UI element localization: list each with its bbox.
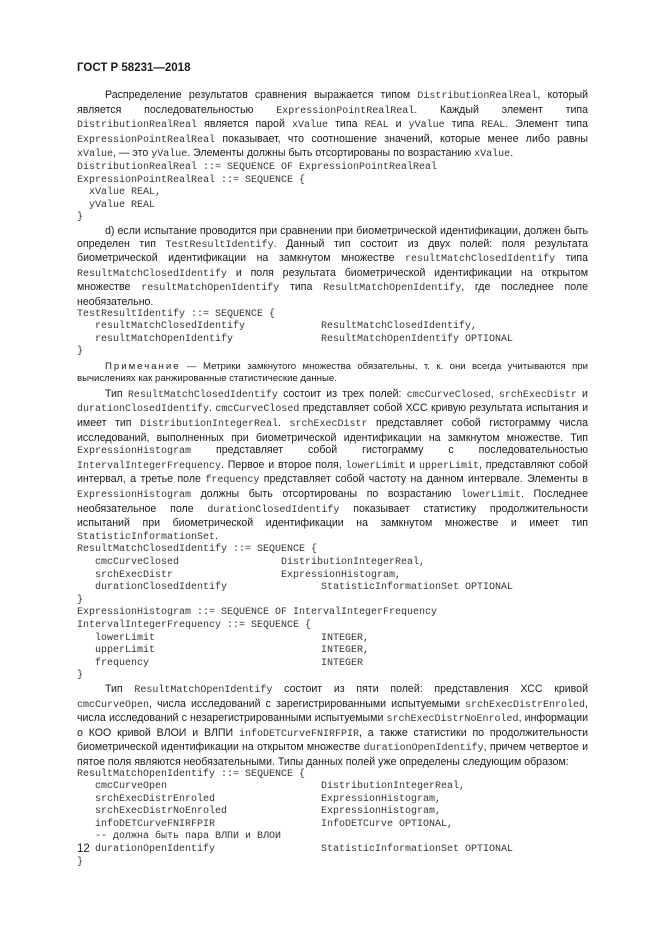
- note-text: — Метрики замкнутого множества обязательны, т. к. они всегда учитываются при вычислениях как ранжированные статистические данные.: [77, 360, 588, 384]
- note: [77, 361, 588, 385]
- paragraph-distribution: Распределение результатов сравнения выражается типом DistributionRealReal, который является последовательностью ExpressionPointRealReal. Каждый элемент типа DistributionRealReal является парой xValue типа REAL и yValue типа REAL. Элемент типа ExpressionPointRealReal показывает, что соотношение значений, которые менее либо равны xValue, — это yValue. Элементы должны быть отсортированы по возрастанию xValue.: [77, 89, 589, 161]
- page-content: [77, 89, 588, 869]
- code-block-open-identify: ResultMatchOpenIdentify ::= SEQUENCE { cmcCurveOpen DistributionIntegerReal, srchExecDistrEnroled ExpressionHistogram, srchExecDistrNoEnroled ExpressionHistogram, infoDETCurveFNIRFPIR InfoDETCurve OPTIONAL, -- должна быть пара ВЛПИ и ВЛОИ durationOpenIdentify StatisticInformationSet OPTIONAL }: [77, 768, 514, 868]
- paragraph-closed-identify: Тип ResultMatchClosedIdentify состоит из трех полей: cmcCurveClosed, srchExecDistr и durationClosedIdentify. cmcCurveClosed представляет собой ХСС кривую результата испытания и имеет тип DistributionIntegerReal. srchExecDistr представляет собой гистограмму числа исследований, выполненных при биометрической идентификации на замкнутом множестве. Тип ExpressionHistogram представляет собой гистограмму с последовательностью IntervalIntegerFrequency. Первое и второе поля, lowerLimit и upperLimit, представляют собой интервал, а третье поле frequency представляет собой частоту на данном интервале. Элементы в ExpressionHistogram должны быть отсортированы по возрастанию lowerLimit. Последнее необязательное поле durationClosedIdentify показывает статистику продолжительности испытаний при биометрической идентификации на замкнутом множестве и имеет тип StatisticInformationSet.: [77, 387, 588, 543]
- code-block-closed-identify: ResultMatchClosedIdentify ::= SEQUENCE { cmcCurveClosed DistributionIntegerReal, srchExecDistr ExpressionHistogram, durationClosedIdentify StatisticInformationSet OPTIONAL }: [77, 544, 514, 606]
- paragraph-test-result-identify: d) если испытание проводится при сравнении при биометрической идентификации, должен быть определен тип TestResultIdentify. Данный тип состоит из двух полей: поля результата биометрической идентификации на замкнутом множестве resultMatchClosedIdentify типа ResultMatchClosedIdentify и поля результата биометрической идентификации на открытом множестве resultMatchOpenIdentify типа ResultMatchOpenIdentify, где последнее поле необязательно.: [77, 224, 589, 308]
- note-label: Примечание: [105, 360, 181, 372]
- paragraph-open-identify: Тип ResultMatchOpenIdentify состоит из пяти полей: представления ХСС кривой cmcCurveOpen, числа исследований с зарегистрированными испытуемыми srchExecDistrEnroled, числа исследований с незарегистрированными испытуемыми srchExecDistrNoEnroled, информации о КОО кривой ВЛОИ и ВЛПИ infoDETCurveFNIRFPIR, а также статистики по продолжительности биометрической идентификации на открытом множестве durationOpenIdentify, причем четвертое и пятое поля являются необязательными. Типы данных полей уже определены следующим образом:: [77, 682, 588, 768]
- page-number: 12: [77, 843, 90, 855]
- document-header: ГОСТ Р 58231—2018: [77, 62, 191, 74]
- code-block-histogram: ExpressionHistogram ::= SEQUENCE OF IntervalIntegerFrequency IntervalIntegerFrequency ::= SEQUENCE { lowerLimit INTEGER, upperLimit INTEGER, frequency INTEGER }: [77, 607, 438, 682]
- code-block-distribution: DistributionRealReal ::= SEQUENCE OF ExpressionPointRealReal ExpressionPointRealReal ::= SEQUENCE { xValue REAL, yValue REAL }: [77, 161, 438, 224]
- code-block-test-result-identify: TestResultIdentify ::= SEQUENCE { resultMatchClosedIdentify ResultMatchClosedIdentify, resultMatchOpenIdentify ResultMatchOpenIdentify OPTIONAL }: [77, 308, 514, 358]
